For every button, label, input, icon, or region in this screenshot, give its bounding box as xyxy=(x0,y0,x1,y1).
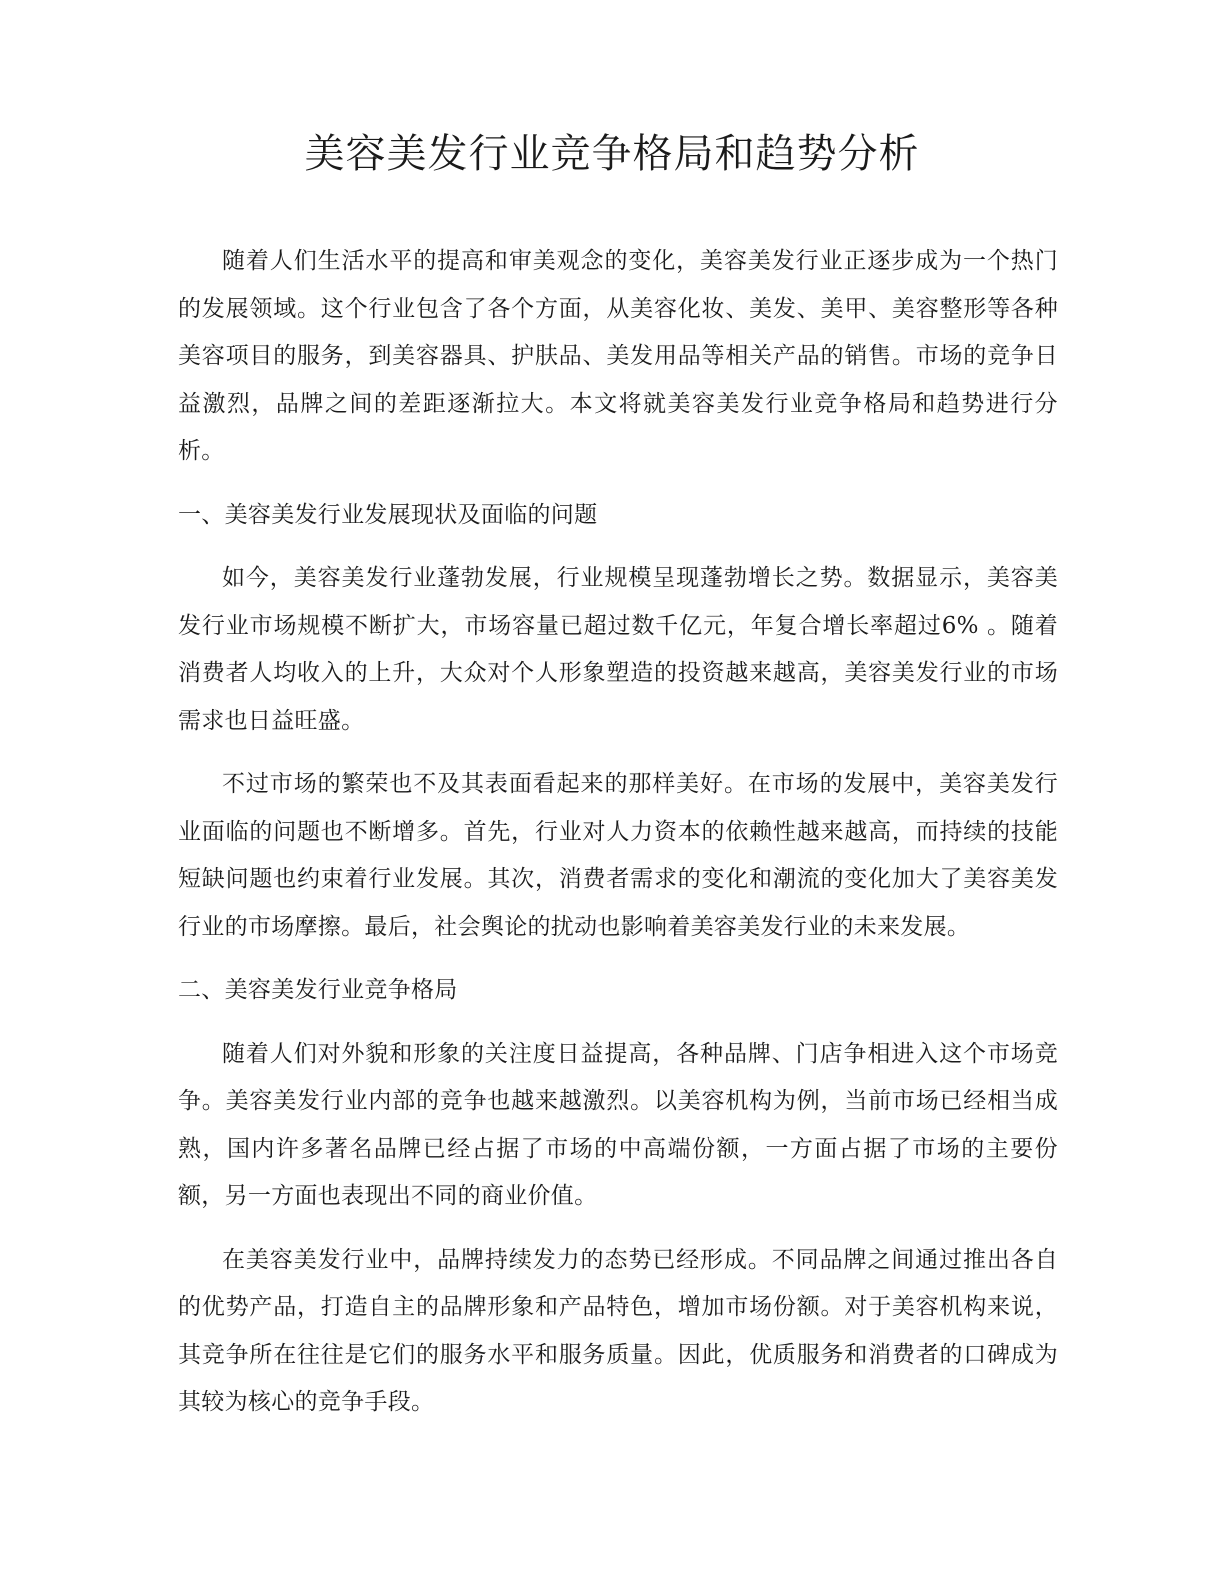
section-2-heading: 二、美容美发行业竞争格局 xyxy=(178,977,458,1003)
section-1-paragraph-2: 不过市场的繁荣也不及其表面看起来的那样美好。在市场的发展中，美容美发行业面临的问题也不断增多。首先，行业对人力资本的依赖性越来越高，而持续的技能短缺问题也约束着行业发展。其次，消费者需求的变化和潮流的变化加大了美容美发行业的市场摩擦。最后，社会舆论的扰动也影响着美容美发行业的未来发展。 xyxy=(178,771,1058,940)
section-1-heading: 一、美容美发行业发展现状及面临的问题 xyxy=(178,501,598,528)
document-title: 美容美发行业竞争格局和趋势分析 xyxy=(304,131,920,177)
section-2-paragraph-1: 随着人们对外貌和形象的关注度日益提高，各种品牌、门店争相进入这个市场竞争。美容美发行业内部的竞争也越来越激烈。以美容机构为例，当前市场已经相当成熟，国内许多著名品牌已经占据了市场的中高端份额，一方面占据了市场的主要份额，另一方面也表现出不同的商业价值。 xyxy=(178,1040,1058,1209)
document-body xyxy=(178,238,1058,1443)
intro-paragraph: 随着人们生活水平的提高和审美观念的变化，美容美发行业正逐步成为一个热门的发展领域。这个行业包含了各个方面，从美容化妆、美发、美甲、美容整形等各种美容项目的服务，到美容器具、护肤品、美发用品等相关产品的销售。市场的竞争日益激烈，品牌之间的差距逐渐拉大。本文将就美容美发行业竞争格局和趋势进行分析。 xyxy=(178,248,1058,464)
section-2-paragraph-2: 在美容美发行业中，品牌持续发力的态势已经形成。不同品牌之间通过推出各自的优势产品，打造自主的品牌形象和产品特色，增加市场份额。对于美容机构来说，其竞争所在往往是它们的服务水平和服务质量。因此，优质服务和消费者的口碑成为其较为核心的竞争手段。 xyxy=(178,1246,1058,1415)
section-1-paragraph-1: 如今，美容美发行业蓬勃发展，行业规模呈现蓬勃增长之势。数据显示，美容美发行业市场规模不断扩大，市场容量已超过数千亿元，年复合增长率超过6% 。随着消费者人均收入的上升，大众对个人形象塑造的投资越来越高，美容美发行业的市场需求也日益旺盛。 xyxy=(178,565,1058,734)
